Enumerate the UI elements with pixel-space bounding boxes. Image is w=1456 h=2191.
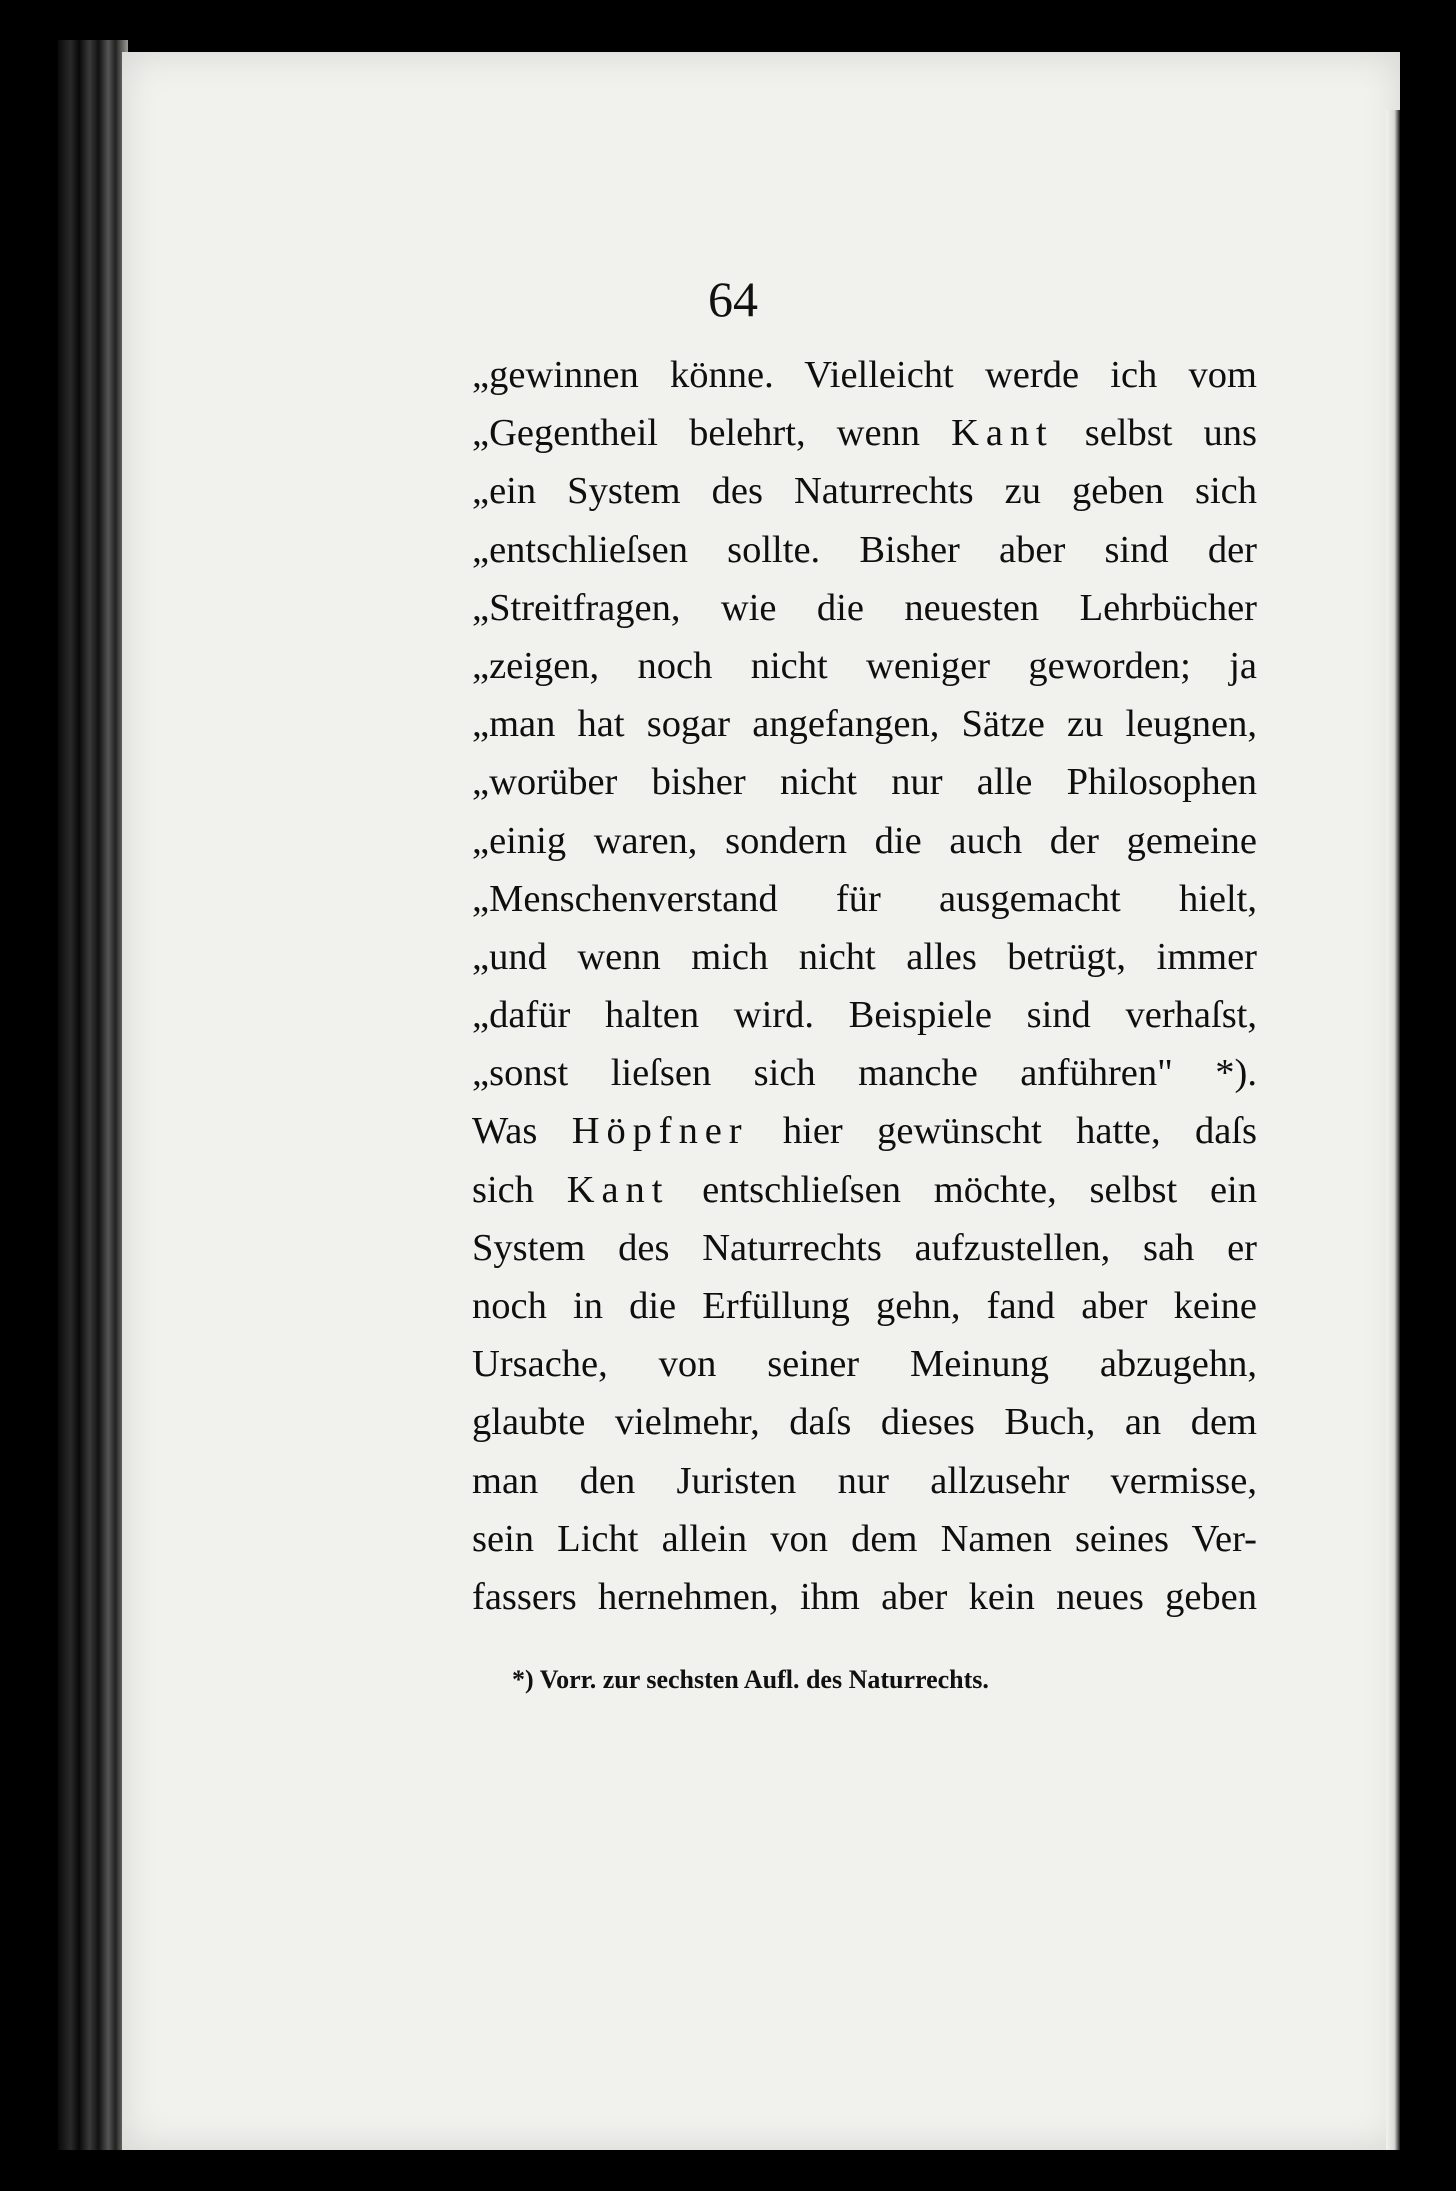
page-number: 64 [708, 271, 758, 327]
book-spine-gutter [58, 40, 128, 2150]
text-line: „Streitfragen, wie die neuesten Lehrbücher [472, 586, 1257, 629]
text-line: „dafür halten wird. Beispiele sind verhaſst, [472, 994, 1257, 1037]
body-text [472, 346, 1257, 1626]
text-line: glaubte vielmehr, daſs dieses Buch, an dem [472, 1401, 1257, 1444]
text-line: „einig waren, sondern die auch der gemeine [472, 819, 1257, 862]
page-edge [1386, 110, 1400, 2150]
text-line: „zeigen, noch nicht weniger geworden; ja [472, 644, 1257, 687]
footnote: *) Vorr. zur sechsten Aufl. des Naturrechts. [512, 1665, 989, 1694]
text-line: „entschlieſsen sollte. Bisher aber sind der [472, 528, 1257, 571]
text-line: sich Kant entschlieſsen möchte, selbst ein [472, 1168, 1257, 1211]
text-line: „worüber bisher nicht nur alle Philosophen [472, 761, 1257, 804]
text-line: Ursache, von seiner Meinung abzugehn, [472, 1343, 1257, 1386]
emphasized-name: Höpfner [571, 1110, 749, 1153]
text-line: „ein System des Naturrechts zu geben sich [472, 470, 1257, 513]
text-line: System des Naturrechts aufzustellen, sah er [472, 1226, 1257, 1269]
emphasized-name: Kant [951, 412, 1054, 455]
text-line: „sonst lieſsen sich manche anführen" *). [472, 1052, 1257, 1095]
emphasized-name: Kant [566, 1168, 670, 1211]
text-line: „Gegentheil belehrt, wenn Kant selbst uns [472, 412, 1257, 455]
text-line: Was Höpfner hier gewünscht hatte, daſs [472, 1110, 1258, 1153]
text-line: sein Licht allein von dem Namen seines Ver- [472, 1517, 1257, 1560]
text-line: „und wenn mich nicht alles betrügt, immer [472, 935, 1257, 978]
text-line: fassers hernehmen, ihm aber kein neues geben [472, 1575, 1257, 1618]
text-line: „man hat sogar angefangen, Sätze zu leugnen, [472, 703, 1257, 746]
text-line: „Menschenverstand für ausgemacht hielt, [472, 877, 1257, 920]
text-line: noch in die Erfüllung gehn, fand aber keine [472, 1285, 1257, 1327]
text-line: man den Juristen nur allzusehr vermisse, [472, 1459, 1257, 1502]
text-line: „gewinnen könne. Vielleicht werde ich vom [472, 354, 1257, 396]
